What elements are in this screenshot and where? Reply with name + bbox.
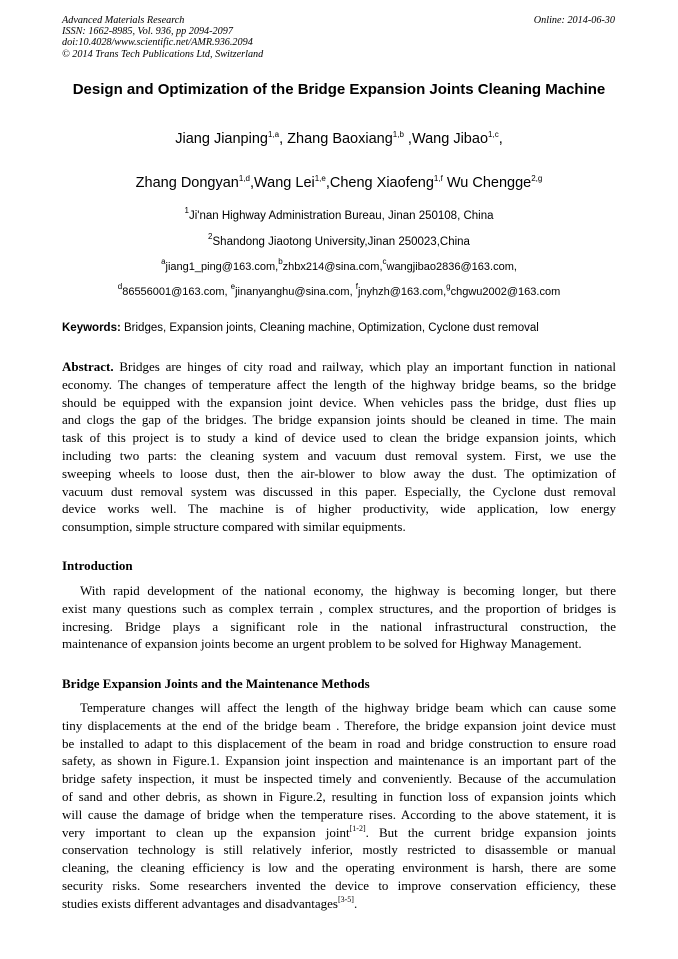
- email-address[interactable]: wangjibao2836@163.com,: [386, 261, 517, 273]
- abstract-text: Bridges are hinges of city road and railway, which play an important function in national: [113, 359, 616, 374]
- author-sep: ,: [403, 131, 412, 147]
- author-name: Wang Lei: [254, 175, 315, 191]
- citation-ref[interactable]: [3-5]: [337, 894, 354, 904]
- affiliation-text: Shandong Jiaotong University,Jinan 250023,China: [212, 236, 470, 248]
- email-line-1: [62, 257, 616, 274]
- author-sep: ,: [498, 131, 503, 147]
- author-name: Wang Jibao: [411, 131, 489, 147]
- author-sep: ,: [325, 175, 330, 191]
- author-name: Cheng Xiaofeng: [329, 175, 434, 191]
- email-mark: d: [117, 282, 123, 291]
- section2-line: tiny displacements at the end of the bridge beam . Therefore, the bridge expansion joint device must: [62, 717, 616, 733]
- author-name: Zhang Dongyan: [135, 175, 239, 191]
- email-mark: b: [278, 257, 283, 266]
- keywords-label: Keywords:: [62, 322, 121, 334]
- introduction-heading: Introduction: [62, 558, 133, 573]
- journal-issn: ISSN: 1662-8985, Vol. 936, pp 2094-2097: [62, 26, 233, 38]
- section2-text: very important to clean up the expansion joint: [62, 824, 350, 840]
- section2-line: safety, as shown in Figure.1. Expansion joint inspection and maintenance is an important part of the: [62, 753, 616, 769]
- author-affil-mark: 1,d: [238, 174, 250, 183]
- affiliation-mark: 2: [208, 232, 213, 241]
- author-affil-mark: 2,g: [531, 174, 543, 183]
- journal-name: Advanced Materials Research: [62, 15, 185, 26]
- section2-line: be installed to adapt to this displacement of the beam in road and bridge construction to ensure road: [62, 735, 616, 751]
- abstract-line: device works well. The machine is of higher productivity, wide application, low energy: [62, 501, 616, 517]
- section2-line: of sand and other debris, as shown in Figure.2, resulting in function loss of expansion joints which: [62, 788, 616, 804]
- abstract-line: should be equipped with the expansion joint device. When vehicles pass the bridge, dust flies up: [62, 394, 616, 410]
- author-line-1: [62, 130, 616, 148]
- abstract-line: including two parts: the cleaning system and vacuum dust removal system. First, we use the: [62, 447, 616, 463]
- email-address[interactable]: jiang1_ping@163.com,: [165, 261, 279, 273]
- intro-line: exist many questions such as complex terrain , complex structures, and the proportion of bridges is: [62, 600, 616, 616]
- abstract-line: sweeping wheels to loose dust, then the air-blower to blow away the dust. The optimization of: [62, 465, 616, 481]
- section2-line: cleaning, the cleaning efficiency is low and the operating environment is harsh, there are some: [62, 860, 616, 876]
- email-address[interactable]: 86556001@163.com,: [122, 286, 231, 298]
- affiliation-1: [62, 206, 616, 223]
- author-name: Zhang Baoxiang: [287, 131, 393, 147]
- section2-line: [62, 824, 616, 842]
- online-date: Online: 2014-06-30: [533, 15, 615, 26]
- email-address[interactable]: zhbx214@sina.com,: [282, 261, 383, 273]
- author-affil-mark: 1,c: [488, 130, 499, 139]
- author-line-2: [62, 174, 616, 192]
- introduction-body: [62, 582, 616, 653]
- intro-line: With rapid development of the national economy, the highway is becoming longer, but there: [80, 583, 616, 598]
- email-line-2: [62, 282, 616, 299]
- citation-ref[interactable]: [1-2]: [349, 823, 366, 833]
- section2-text: .: [353, 895, 358, 911]
- paper-title: Design and Optimization of the Bridge Expansion Joints Cleaning Machine: [72, 81, 606, 98]
- section2-line: will cause the damage of bridge when the temperature rises. According to the above statement, it is: [62, 806, 616, 822]
- email-mark: c: [382, 257, 387, 266]
- affiliation-text: Ji'nan Highway Administration Bureau, Jinan 250108, China: [188, 210, 494, 222]
- intro-line: incresing. Bridge plays a significant role in the national infrastructural construction, the: [62, 618, 616, 634]
- journal-header: [62, 15, 263, 60]
- section2-line: bridge safety inspection, it must be inspected timely and conveniently. Because of the accumulation: [62, 771, 616, 787]
- author-name: Jiang Jianping: [175, 131, 268, 147]
- author-affil-mark: 1,a: [267, 130, 280, 139]
- keywords-text: Bridges, Expansion joints, Cleaning machine, Optimization, Cyclone dust removal: [120, 322, 539, 334]
- section2-line: [62, 895, 616, 913]
- email-address[interactable]: jnyhzh@163.com,: [357, 286, 447, 298]
- email-address[interactable]: jinanyanghu@sina.com,: [235, 286, 356, 298]
- affiliation-mark: 1: [184, 206, 189, 215]
- abstract-line: vacuum dust removal system was discussed in this paper. Especially, the Cyclone dust removal: [62, 483, 616, 499]
- section2-text: studies exists different advantages and disadvantages: [62, 895, 338, 911]
- abstract-line: consumption, simple structure compared with similar equipments.: [62, 519, 406, 535]
- abstract-label: Abstract.: [62, 359, 114, 374]
- abstract: [62, 358, 616, 536]
- affiliation-2: [62, 232, 616, 249]
- email-mark: f: [355, 282, 358, 291]
- section2-heading: Bridge Expansion Joints and the Maintenance Methods: [62, 676, 370, 691]
- author-affil-mark: 1,f: [433, 174, 443, 183]
- journal-doi: doi:10.4028/www.scientific.net/AMR.936.2094: [62, 37, 253, 49]
- author-name: Wu Chengge: [446, 175, 532, 191]
- email-mark: a: [161, 257, 166, 266]
- email-mark: g: [446, 282, 451, 291]
- keywords: [62, 321, 616, 336]
- journal-copyright: © 2014 Trans Tech Publications Ltd, Switzerland: [62, 48, 264, 60]
- email-address[interactable]: chgwu2002@163.com: [450, 286, 561, 298]
- author-affil-mark: 1,b: [392, 130, 404, 139]
- section2-text: . But the current bridge expansion joints: [365, 824, 617, 840]
- section2-line: security risks. Some researchers invented the device to improve conservation efficiency, these: [62, 877, 616, 893]
- section2-line: Temperature changes will affect the length of the highway bridge beam which can cause some: [80, 700, 616, 715]
- abstract-line: and clogs the gap of the bridges. The bridge expansion joints should be cleaned in time. The main: [62, 412, 616, 428]
- author-sep: ,: [279, 131, 288, 147]
- section2-line: conservation technology is still relatively inferior, mostly restricted to disassemble or manual: [62, 842, 616, 858]
- author-affil-mark: 1,e: [314, 174, 326, 183]
- section2-body: [62, 699, 616, 913]
- abstract-line: [62, 358, 616, 376]
- abstract-line: economy. The changes of temperature affect the length of the highway bridge beams, so the bridge: [62, 376, 616, 392]
- intro-line: maintenance of expansion joints become an urgent problem to be solved for Highway Management.: [62, 636, 582, 652]
- email-mark: e: [230, 282, 236, 291]
- abstract-line: task of this project is to study a kind of device used to clean the bridge expansion joints, which: [62, 430, 616, 446]
- author-sep: ,: [249, 175, 255, 191]
